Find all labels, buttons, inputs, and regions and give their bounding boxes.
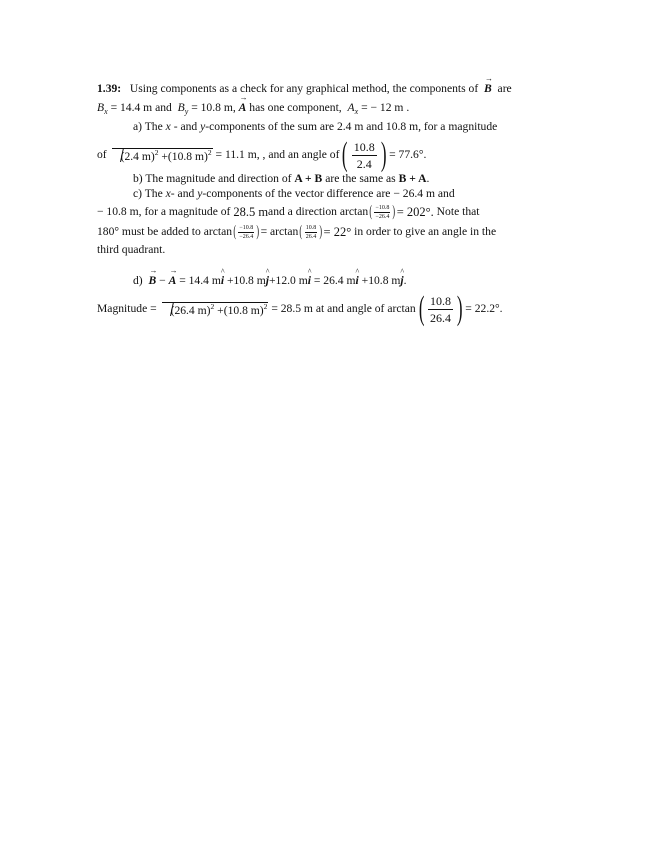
angle-fraction [352, 141, 377, 170]
part-a-result: = 11.1 m, , and an angle of [215, 148, 340, 162]
part-a-line-2 [97, 138, 426, 172]
magnitude-sqrt [162, 302, 269, 317]
bx-sub: x [104, 107, 108, 116]
part-b-end: . [426, 172, 430, 185]
sqrt-term-2: (10.8 m) [167, 149, 208, 163]
magnitude-sqrt [112, 148, 213, 163]
unit-i: ^ i [221, 275, 224, 287]
fraction-numerator: 10.8 [305, 224, 317, 231]
part-d-line-2 [97, 292, 503, 326]
vector-b-symbol: → B [148, 275, 156, 287]
exponent-1: 2 [154, 147, 159, 157]
left-paren: ( [342, 136, 348, 173]
sqrt-term-1: (2.4 m) [120, 149, 155, 163]
expr-term-5: +10.8 m [361, 274, 401, 287]
part-c-angle: = 202°. [396, 204, 434, 219]
part-a-line-1 [133, 121, 497, 133]
part-b-mid: are the same as [325, 172, 396, 185]
part-b-line [133, 173, 429, 185]
must-be-added-text: 180° must be added to [97, 225, 201, 239]
fraction-denominator: −26.4 [375, 213, 390, 220]
expr-term-2: +10.8 m [227, 274, 266, 287]
bx-value: = 14.4 m and [110, 101, 172, 114]
ax-sub: x [354, 107, 359, 116]
unit-i: ^ i [308, 275, 311, 287]
expr-term-3: +12.0 m [268, 274, 308, 287]
by-label: B [177, 101, 185, 114]
part-c-line-1 [133, 188, 455, 200]
sqrt-term-2: (10.8 m) [223, 303, 264, 317]
intro-end: are [497, 82, 512, 95]
right-paren: ) [392, 203, 396, 220]
part-c-line-3 [97, 224, 496, 240]
by-value: = 10.8 m, [191, 101, 236, 114]
intro-text: Using components as a check for any graphical method, the components of [129, 82, 479, 95]
direction-fraction [374, 205, 390, 220]
fraction-denominator: −26.4 [239, 233, 254, 240]
minus-sign: − [159, 274, 166, 287]
x-symbol: x [165, 120, 171, 133]
fraction-numerator: 10.8 [353, 139, 375, 154]
angle-fraction [428, 295, 453, 324]
ax-label: A [347, 101, 355, 114]
part-c-line-4 [97, 244, 165, 256]
unit-j: ^ j [266, 275, 269, 287]
left-paren: ( [233, 223, 237, 240]
vector-a-symbol: → A [169, 275, 177, 287]
ax-value: = − 12 m . [361, 101, 410, 114]
right-paren: ) [456, 290, 463, 327]
problem-number: 1.39: [97, 82, 122, 95]
part-d-line-1 [133, 275, 407, 287]
note-that-text: Note that [436, 205, 480, 219]
part-c-direction-text: and a direction arctan [268, 205, 369, 219]
a-plus-b: A + B [294, 172, 323, 185]
fraction-denominator: 26.4 [429, 310, 451, 325]
third-quadrant-text: third quadrant. [97, 243, 166, 256]
fraction-numerator: 10.8 [429, 293, 451, 308]
part-c-prefix: c) The [133, 187, 163, 200]
fraction-denominator: 2.4 [356, 156, 372, 171]
right-paren: ) [319, 223, 323, 240]
part-a-prefix: a) The [133, 120, 163, 133]
part-c-angle-22: = 22° [323, 224, 352, 239]
part-a-angle: = 77.6°. [389, 148, 427, 162]
and-text: - and [170, 187, 195, 200]
dash-and-text: - and [173, 120, 198, 133]
vector-b-symbol: → B [484, 83, 492, 95]
part-a-line-1-rest: -components of the sum are 2.4 m and 10.8 m, for a magnitude [205, 120, 498, 133]
fraction-a [238, 225, 254, 240]
part-c-magnitude: 28.5 m [233, 204, 269, 219]
magnitude-label: Magnitude = [97, 302, 157, 316]
fraction-numerator: −10.8 [375, 204, 390, 211]
y-symbol: y [197, 187, 203, 200]
exponent-1: 2 [210, 301, 215, 311]
unit-i: ^ i [356, 275, 359, 287]
unit-j: ^ j [400, 275, 403, 287]
by-sub: y [184, 107, 189, 116]
problem-intro-line-1 [97, 83, 512, 95]
part-c-magnitude-text: − 10.8 m, for a magnitude of [97, 205, 231, 219]
expr-term-1: = 14.4 m [179, 274, 221, 287]
expr-term-4: = 26.4 m [313, 274, 356, 287]
fraction-numerator: −10.8 [239, 224, 254, 231]
right-paren: ) [256, 223, 260, 240]
b-plus-a: B + A [398, 172, 427, 185]
of-text: of [97, 148, 107, 162]
x-symbol: x [165, 187, 171, 200]
right-paren: ) [380, 136, 387, 173]
plus-sign: + [161, 149, 168, 163]
part-c-line-2 [97, 204, 480, 220]
y-symbol: y [200, 120, 206, 133]
left-paren: ( [418, 290, 425, 327]
fraction-denominator: 26.4 [305, 233, 317, 240]
exponent-2: 2 [207, 147, 212, 157]
problem-intro-line-2 [97, 102, 409, 116]
fraction-b [305, 225, 318, 240]
sqrt-term-1: (26.4 m) [170, 303, 211, 317]
part-b-prefix: b) The magnitude and direction of [133, 172, 292, 185]
part-c-line-1-rest: -components of the vector difference are − 26.4 m and [202, 187, 455, 200]
left-paren: ( [299, 223, 303, 240]
vector-a-symbol: → A [239, 102, 247, 114]
part-d-label: d) [133, 274, 143, 287]
left-paren: ( [369, 203, 373, 220]
magnitude-result: = 28.5 m at and angle of arctan [271, 302, 416, 316]
plus-sign: + [217, 303, 224, 317]
one-component-text: has one component, [249, 101, 342, 114]
part-d-angle: = 22.2°. [465, 302, 503, 316]
arctan-label: arctan [203, 225, 233, 239]
equals-arctan: = arctan [260, 225, 299, 239]
period: . [403, 274, 407, 287]
quadrant-text: in order to give an angle in the [354, 225, 497, 239]
bx-label: B [97, 101, 105, 114]
exponent-2: 2 [263, 301, 268, 311]
